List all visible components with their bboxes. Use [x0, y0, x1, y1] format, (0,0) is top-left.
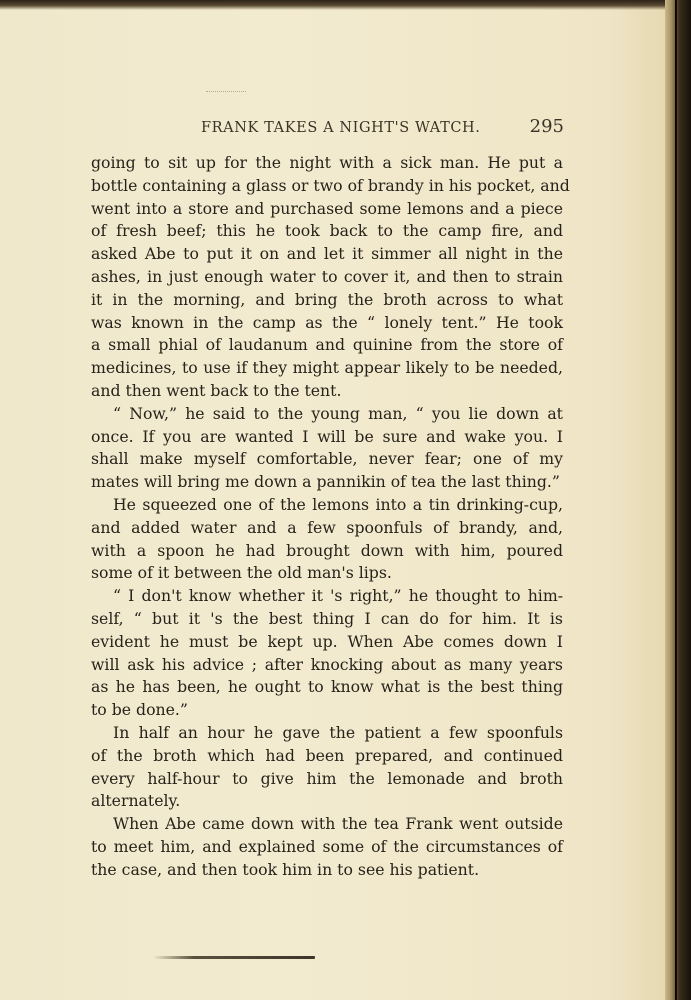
text-line: once. If you are wanted I will be sure and wake you. I: [91, 426, 563, 446]
text-line: When Abe came down with the tea Frank went outside: [113, 814, 563, 834]
text-line: medicines, to use if they might appear likely to be needed,: [91, 358, 563, 378]
text-line: In half an hour he gave the patient a few spoonfuls: [113, 722, 563, 742]
text-line: going to sit up for the night with a sick man. He put a: [91, 153, 563, 172]
text-line: as he has been, he ought to know what is the best thing: [91, 677, 563, 697]
text-line: and then went back to the tent.: [91, 380, 342, 400]
text-line: with a spoon he had brought down with him, poured: [91, 540, 563, 560]
page-number: 295: [529, 116, 564, 137]
footer-rule: [153, 956, 315, 959]
text-line: of the broth which had been prepared, and continued: [91, 745, 563, 765]
text-line: alternately.: [91, 791, 181, 811]
text-line: “ Now,” he said to the young man, “ you lie down at: [113, 403, 563, 423]
text-line: and added water and a few spoonfuls of brandy, and,: [91, 517, 563, 537]
text-line: a small phial of laudanum and quinine from the store of: [91, 335, 563, 355]
text-line: He squeezed one of the lemons into a tin drinking-cup,: [113, 494, 563, 514]
text-line: to meet him, and explained some of the circumstances of: [91, 836, 563, 856]
text-line: it in the morning, and bring the broth across to what: [91, 289, 563, 309]
binding-rule: [675, 0, 677, 1000]
running-title: FRANK TAKES A NIGHT'S WATCH.: [201, 120, 481, 136]
text-line: mates will bring me down a pannikin of tea the last thing.”: [91, 472, 560, 492]
text-line: will ask his advice ; after knocking about as many years: [91, 654, 563, 674]
text-line: was known in the camp as the “ lonely tent.” He took: [91, 312, 563, 332]
text-line: shall make myself comfortable, never fear; one of my: [91, 449, 563, 469]
text-line: evident he must be kept up. When Abe comes down I: [91, 631, 563, 651]
body-text: [91, 152, 570, 882]
text-line: ashes, in just enough water to cover it, and then to strain: [91, 266, 563, 286]
text-line: self, “ but it 's the best thing I can do for him. It is: [91, 608, 563, 628]
text-line: of fresh beef; this he took back to the camp fire, and: [91, 221, 563, 241]
text-line: the case, and then took him in to see his patient.: [91, 859, 480, 879]
book-binding-edge: [665, 0, 691, 1000]
text-line: went into a store and purchased some lemons and a piece: [91, 198, 563, 218]
text-line: asked Abe to put it on and let it simmer all night in the: [91, 244, 563, 264]
text-line: bottle containing a glass or two of brandy in his pocket, and: [91, 175, 570, 195]
running-head: [92, 118, 564, 140]
faint-ink-mark: [206, 91, 246, 95]
page-top-edge: [0, 0, 691, 10]
text-line: some of it between the old man's lips.: [91, 563, 392, 583]
text-line: to be done.”: [91, 700, 188, 720]
text-line: every half-hour to give him the lemonade and broth: [91, 768, 563, 788]
text-line: “ I don't know whether it 's right,” he thought to him-: [113, 586, 563, 606]
